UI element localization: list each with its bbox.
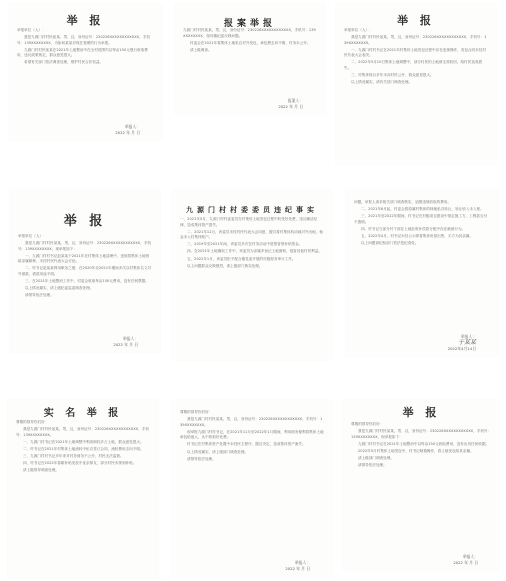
page-title: 九源门村村委委员违纪事实 (186, 206, 318, 214)
body-paragraph: 请领导依法处理。 (25, 293, 54, 298)
body-paragraph: 我是九源门村村民某某，男，汉，身份证号：230226XXXXXXXXXXXX，手机号：139XXXXXXXX，现举报如下： (18, 241, 151, 251)
scanned-page-1 (9, 4, 162, 140)
signature-block (285, 560, 310, 572)
body-paragraph: 三、2019年至2021年间，该委员多次在村务活动中虚报冒领补贴资金。 (187, 242, 303, 247)
page-title: 举 报 (66, 14, 105, 27)
body-paragraph: 以上情况属实，请上级部门调查处理。 (187, 449, 249, 454)
body-paragraph: 四、在2021年土地确权工作中，该委员为亲属多登记土地面积，侵害其他村民利益。 (187, 249, 322, 254)
body-paragraph: 我是九源门村村民某某，男，汉，身份证号：230226XXXXXXXXXXXX，手机号：139XXXXXXXX，现举报如下： (351, 429, 492, 439)
signature-block (448, 334, 476, 352)
signer-label: 举报人： (124, 124, 140, 129)
page-title: 举 报 (397, 14, 435, 27)
body-paragraph: 以上情况属实，请有关部门调查处理。 (351, 80, 413, 85)
body-paragraph: 请上级调查。 (190, 47, 212, 52)
date-line: 2022 年 月 日 (115, 130, 140, 135)
page-title: 报案举报 (223, 19, 276, 29)
page-body (180, 217, 324, 338)
body-paragraph: 一、九源门村书记在2021年土地调整中利用职权多占土地，群众意见很大。 (23, 439, 144, 444)
page-body (17, 28, 154, 118)
body-paragraph: 九源门村村民某某在2021年土地整治中在全村范围内以每亩150元强行收取费用，违反政策规定，群众意见很大。 (17, 47, 148, 58)
body-paragraph: 以上情况属实，请上级纪委监委调查处理。 (25, 286, 94, 291)
scanned-page-5 (172, 190, 332, 360)
body-paragraph: 现举报九源门村村书记，在2021年11月至2022年1月期间，利用职务便利将集体土地承包给他人，从中收取好处费。 (180, 429, 324, 440)
body-paragraph: 尊敬的领导你们好： (351, 422, 384, 426)
scanned-page-3 (336, 4, 496, 164)
page-body (351, 422, 492, 548)
signature-block (115, 124, 140, 136)
body-paragraph: 二、2021年6月起，村委会将原属村集体的林地私自转让，转让收入未入账。 (361, 207, 484, 212)
signer-label: 举报人： (294, 560, 310, 565)
signature-block (453, 554, 478, 566)
body-paragraph: 五、2022年4月，村书记未经公示即将集体房屋出售，买方为其亲属。 (361, 233, 474, 238)
body-paragraph: 二、2022年5月10日集体土地调整中，部分村民的土地被无故收回，给村民造成损失。 (344, 60, 483, 71)
page-body (183, 28, 317, 92)
scanned-page-6 (346, 190, 498, 356)
body-paragraph: 九源门村村书记在2021年土地整治中以每亩150元收取费用，没有出具任何收据。 (358, 441, 490, 446)
body-paragraph: 三、在2021年土地整治工作中，村委会收取每亩150元费用，没有任何票据。 (25, 279, 149, 284)
body-paragraph: 请上级领导调查处理。 (23, 468, 59, 473)
body-paragraph: 举报单位（人）： (344, 28, 373, 32)
body-paragraph: 二、2021年12月，该委员未经村民代表大会同意，擅自将村集体机动地对外出租，租金未入村集体账户。 (180, 229, 323, 240)
body-paragraph: 二、村书记赵某某利用职务之便，在2020年至2021年期间多次以村集体名义对外借款，借款用途不明。 (18, 266, 152, 277)
signer-label: 举报人： (460, 334, 476, 339)
body-paragraph: 尊敬的领导你们好： (16, 420, 49, 424)
page-body (354, 200, 490, 334)
body-paragraph: 一、2021年5月，九源门村村委委员在村集体土地发包过程中收受好处费，违反廉洁纪律，造成集体资产损失。 (180, 217, 318, 227)
page-title: 举 报 (63, 214, 107, 229)
body-paragraph: 四、村书记与部分村干部在土地征收补偿款分配中存在截留行为。 (361, 226, 466, 231)
signature-block (113, 336, 138, 348)
body-paragraph: 三、2021年至2022年期间，村书记在村级项目建设中指定施工方，工程款支付不透明。 (354, 214, 488, 224)
scanned-page-2 (175, 4, 325, 114)
page-title: 实 名 举 报 (43, 408, 123, 419)
body-paragraph: 一、九源门村村书记赵某某于2021年在村集体土地清理中，违规将集体土地划给亲属耕种，未经村民代表大会讨论。 (18, 253, 150, 264)
body-paragraph: 尊敬的领导你们好： (180, 410, 213, 414)
page-body (180, 410, 324, 554)
date-line: 2022 年 月 日 (453, 560, 478, 565)
scanned-page-8 (172, 400, 332, 576)
date-line: 2022 年 月 日 (278, 104, 303, 109)
scanned-page-7 (8, 400, 158, 578)
body-paragraph: 问题，举报人请求相关部门调查核实，追缴违规收取的费用。 (354, 200, 452, 204)
signer-label: 举报人： (122, 336, 138, 341)
page-title: 举 报 (402, 406, 441, 419)
body-paragraph: 希望有关部门依法调查处理，维护村民合法权益。 (24, 60, 104, 65)
body-paragraph: 村书记在村集体资产处置中未经民主程序，擅自决定，造成集体资产流失。 (187, 442, 306, 447)
body-paragraph: 五、2022年1月，该委员拒不配合镇党委开展的村级财务审计工作。 (187, 256, 296, 261)
date-line: 2022年4月14日 (447, 346, 476, 351)
body-paragraph: 请领导依法处理。 (358, 463, 387, 468)
handwritten-signature: 于某某 (457, 339, 476, 346)
date-line: 2022 年 月 日 (113, 342, 138, 347)
body-paragraph: 三、九源门村村书记多年来对村务财务不公开，村民无法监督。 (23, 453, 124, 458)
signer-label: 报案人： (287, 98, 303, 103)
body-paragraph: 三、村集体账目多年未向村民公开，群众意见很大。 (351, 73, 434, 78)
body-paragraph: 九源门村村民某某，男，汉，身份证号：230226XXXXXXXXXXXX，手机号：139XXXXXXXX，现向镇纪委反映问题。 (183, 28, 316, 38)
body-paragraph: 举报单位（人）： (17, 28, 46, 32)
body-paragraph: 请领导依法处理。 (187, 456, 216, 461)
body-paragraph: 二、村书记在2021年村集体土地流转中私自签订合同，流转费用去向不明。 (23, 446, 144, 451)
scanned-page-4 (10, 190, 160, 352)
body-paragraph: 举报单位（人）： (18, 234, 47, 238)
scanned-page-9 (343, 400, 500, 570)
body-paragraph: 以上问题请纪检部门依法依纪查处。 (361, 241, 419, 246)
body-paragraph: 我是九源门村村民某某，男，汉，身份证号：230226XXXXXXXXXXXX，手机号：139XXXXXXXX。 (16, 427, 149, 437)
body-paragraph: 我是九源门村村民某某，男，汉，身份证号：230226XXXXXXXXXXXX，手机号：139XXXXXXXX。 (344, 35, 487, 45)
body-paragraph: 我是九源门村村民某某，男，汉，身份证号：230226XXXXXXXXXXXX，手机号：139XXXXXXXX。 (180, 417, 323, 427)
signature-block (278, 98, 303, 110)
signer-label: 举报人： (462, 554, 478, 559)
body-paragraph: 2022年5月村集体土地发包中，村书记暗箱操作，将土地发包给其亲属。 (358, 448, 474, 453)
body-paragraph: 一、九源门村村书记在2021年村集体土地发包过程中存在违规操作，发包合同未经村民代表大会表决。 (344, 47, 486, 58)
page-body (18, 234, 152, 330)
body-paragraph: 我是九源门村村民崔某，男，汉，身份证号：230226XXXXXXXXXXXX，手机号：139XXXXXXXX，为如何某某对现在管理的行为举报。 (17, 35, 150, 45)
date-line: 2022 年 月 日 (285, 566, 310, 571)
body-paragraph: 请上级部门调查处理。 (358, 455, 394, 460)
body-paragraph: 以上问题群众反映强烈，请上级部门核实处理。 (187, 263, 263, 268)
page-body (344, 28, 488, 142)
body-paragraph: 村委会在2021年将集体土地私自对外发包，承包费去向不明，村务未公开。 (190, 40, 311, 45)
page-body (16, 420, 150, 556)
body-paragraph: 四、村书记在2022年春耕补贴发放中优亲厚友，部分村民未领到补贴。 (23, 461, 137, 466)
